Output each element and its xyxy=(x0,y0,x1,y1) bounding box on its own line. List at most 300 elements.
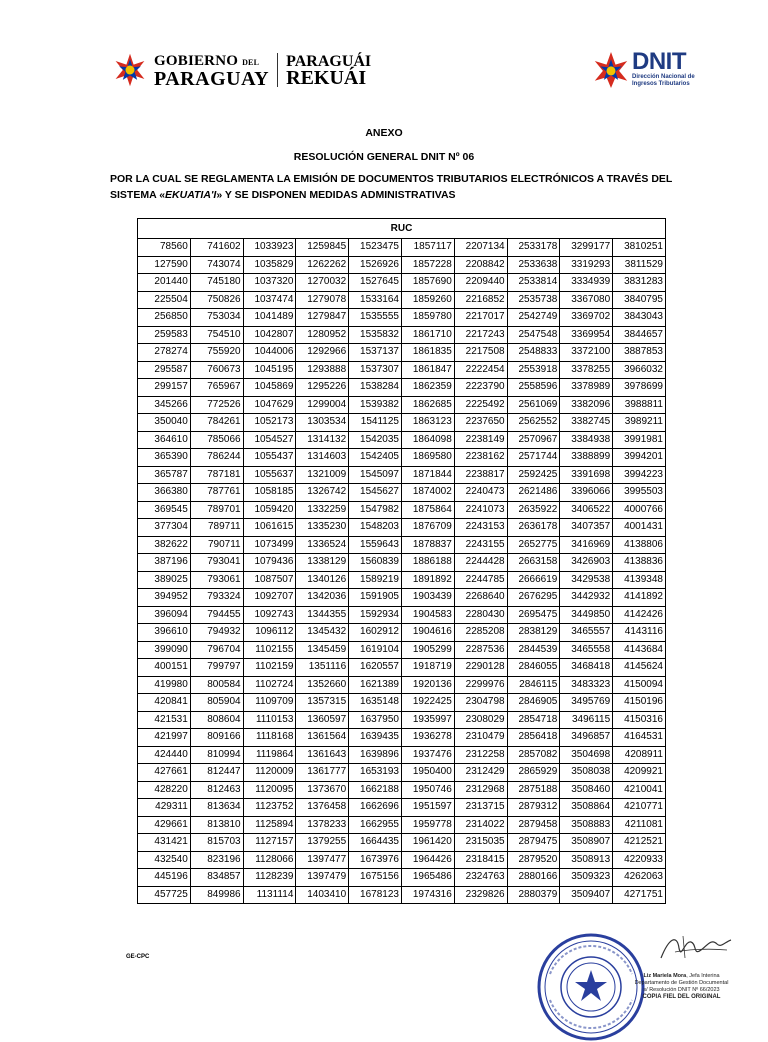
ruc-cell: 2548833 xyxy=(507,344,560,362)
ruc-cell: 810994 xyxy=(190,746,243,764)
table-row xyxy=(138,239,666,257)
ruc-cell: 3844657 xyxy=(613,326,666,344)
table-row xyxy=(138,571,666,589)
table-row xyxy=(138,851,666,869)
ruc-cell: 1314603 xyxy=(296,449,349,467)
ruc-cell: 790711 xyxy=(190,536,243,554)
table-row xyxy=(138,414,666,432)
ruc-cell: 4220933 xyxy=(613,851,666,869)
ruc-cell: 796704 xyxy=(190,641,243,659)
ruc-cell: 2237650 xyxy=(454,414,507,432)
ruc-cell: 1361777 xyxy=(296,764,349,782)
ruc-cell: 1548203 xyxy=(349,519,402,537)
ruc-cell: 2547548 xyxy=(507,326,560,344)
ruc-cell: 3378989 xyxy=(560,379,613,397)
ruc-cell: 421997 xyxy=(138,729,191,747)
ruc-cell: 849986 xyxy=(190,886,243,904)
ruc-cell: 1662696 xyxy=(349,799,402,817)
ruc-cell: 1959778 xyxy=(401,816,454,834)
ruc-cell: 1653193 xyxy=(349,764,402,782)
ruc-cell: 1560839 xyxy=(349,554,402,572)
ruc-cell: 755920 xyxy=(190,344,243,362)
ruc-cell: 1935997 xyxy=(401,711,454,729)
ruc-cell: 794932 xyxy=(190,624,243,642)
ruc-cell: 1045869 xyxy=(243,379,296,397)
ruc-cell: 1878837 xyxy=(401,536,454,554)
ruc-cell: 2238817 xyxy=(454,466,507,484)
ruc-cell: 1295226 xyxy=(296,379,349,397)
ruc-cell: 400151 xyxy=(138,659,191,677)
ruc-cell: 3843043 xyxy=(613,309,666,327)
ruc-cell: 2561069 xyxy=(507,396,560,414)
ruc-cell: 813634 xyxy=(190,799,243,817)
ruc-cell: 1664435 xyxy=(349,834,402,852)
ruc-cell: 3319293 xyxy=(560,256,613,274)
ruc-cell: 2312429 xyxy=(454,764,507,782)
ruc-cell: 396094 xyxy=(138,606,191,624)
ruc-cell: 1336524 xyxy=(296,536,349,554)
ruc-cell: 3378255 xyxy=(560,361,613,379)
ruc-cell: 345266 xyxy=(138,396,191,414)
ruc-cell: 1918719 xyxy=(401,659,454,677)
ruc-cell: 4150196 xyxy=(613,694,666,712)
ruc-cell: 743074 xyxy=(190,256,243,274)
ruc-cell: 1857228 xyxy=(401,256,454,274)
ruc-cell: 1073499 xyxy=(243,536,296,554)
ruc-cell: 2216852 xyxy=(454,291,507,309)
ruc-cell: 2533178 xyxy=(507,239,560,257)
ruc-cell: 1044006 xyxy=(243,344,296,362)
ruc-cell: 3508913 xyxy=(560,851,613,869)
ruc-cell: 2535738 xyxy=(507,291,560,309)
ruc-cell: 1535832 xyxy=(349,326,402,344)
ruc-cell: 2553918 xyxy=(507,361,560,379)
ruc-cell: 2308029 xyxy=(454,711,507,729)
ruc-cell: 1047629 xyxy=(243,396,296,414)
ruc-cell: 1379255 xyxy=(296,834,349,852)
ruc-cell: 750826 xyxy=(190,291,243,309)
ruc-cell: 394952 xyxy=(138,589,191,607)
ruc-cell: 1662188 xyxy=(349,781,402,799)
ruc-cell: 419980 xyxy=(138,676,191,694)
ruc-cell: 201440 xyxy=(138,274,191,292)
ruc-cell: 3426903 xyxy=(560,554,613,572)
ruc-cell: 2243155 xyxy=(454,536,507,554)
ruc-cell: 1118168 xyxy=(243,729,296,747)
ruc-cell: 1361564 xyxy=(296,729,349,747)
ruc-cell: 2562552 xyxy=(507,414,560,432)
ruc-cell: 812447 xyxy=(190,764,243,782)
ruc-cell: 1965486 xyxy=(401,869,454,887)
ruc-cell: 2571744 xyxy=(507,449,560,467)
ruc-cell: 1045195 xyxy=(243,361,296,379)
ruc-cell: 1673976 xyxy=(349,851,402,869)
ruc-cell: 1058185 xyxy=(243,484,296,502)
ruc-cell: 1397479 xyxy=(296,869,349,887)
ruc-cell: 1303534 xyxy=(296,414,349,432)
ruc-cell: 4212521 xyxy=(613,834,666,852)
table-row xyxy=(138,449,666,467)
ruc-cell: 1128066 xyxy=(243,851,296,869)
ruc-cell: 2315035 xyxy=(454,834,507,852)
ruc-cell: 1279847 xyxy=(296,309,349,327)
handwritten-signature xyxy=(655,928,735,968)
ruc-cell: 1864098 xyxy=(401,431,454,449)
ruc-cell: 3367080 xyxy=(560,291,613,309)
ruc-cell: 4150094 xyxy=(613,676,666,694)
ruc-cell: 815703 xyxy=(190,834,243,852)
ruc-cell: 427661 xyxy=(138,764,191,782)
ruc-cell: 1360597 xyxy=(296,711,349,729)
ruc-cell: 1041489 xyxy=(243,309,296,327)
ruc-cell: 127590 xyxy=(138,256,191,274)
table-row xyxy=(138,291,666,309)
ruc-cell: 3989211 xyxy=(613,414,666,432)
table-row xyxy=(138,764,666,782)
ruc-cell: 745180 xyxy=(190,274,243,292)
table-row xyxy=(138,729,666,747)
ruc-cell: 1635148 xyxy=(349,694,402,712)
ruc-cell: 1964426 xyxy=(401,851,454,869)
ruc-cell: 4143684 xyxy=(613,641,666,659)
ruc-cell: 793061 xyxy=(190,571,243,589)
ruc-cell: 2879475 xyxy=(507,834,560,852)
ruc-cell: 1096112 xyxy=(243,624,296,642)
ruc-cell: 2312968 xyxy=(454,781,507,799)
ruc-cell: 1862685 xyxy=(401,396,454,414)
ruc-cell: 3994201 xyxy=(613,449,666,467)
ruc-cell: 2880379 xyxy=(507,886,560,904)
ruc-cell: 1592934 xyxy=(349,606,402,624)
ruc-cell: 3299177 xyxy=(560,239,613,257)
table-row xyxy=(138,659,666,677)
ruc-cell: 1678123 xyxy=(349,886,402,904)
ruc-cell: 1542405 xyxy=(349,449,402,467)
ruc-cell: 754510 xyxy=(190,326,243,344)
ruc-cell: 1342036 xyxy=(296,589,349,607)
ruc-cell: 1542035 xyxy=(349,431,402,449)
ruc-cell: 377304 xyxy=(138,519,191,537)
dnit-star-icon xyxy=(593,50,629,90)
ruc-cell: 4145624 xyxy=(613,659,666,677)
ruc-cell: 3449850 xyxy=(560,606,613,624)
ruc-cell: 1541125 xyxy=(349,414,402,432)
table-row xyxy=(138,606,666,624)
ruc-cell: 787181 xyxy=(190,466,243,484)
ruc-cell: 1119864 xyxy=(243,746,296,764)
ruc-cell: 1861710 xyxy=(401,326,454,344)
ruc-cell: 364610 xyxy=(138,431,191,449)
ruc-cell: 789711 xyxy=(190,519,243,537)
ruc-cell: 789701 xyxy=(190,501,243,519)
table-row xyxy=(138,274,666,292)
ruc-cell: 2312258 xyxy=(454,746,507,764)
ruc-cell: 3429538 xyxy=(560,571,613,589)
ruc-cell: 3509323 xyxy=(560,869,613,887)
table-row xyxy=(138,694,666,712)
ruc-cell: 1920136 xyxy=(401,676,454,694)
ruc-cell: 2666619 xyxy=(507,571,560,589)
ruc-cell: 2314022 xyxy=(454,816,507,834)
ruc-cell: 3508038 xyxy=(560,764,613,782)
ruc-cell: 389025 xyxy=(138,571,191,589)
ruc-cell: 3407357 xyxy=(560,519,613,537)
ruc-cell: 1087507 xyxy=(243,571,296,589)
dnit-logo xyxy=(593,50,695,90)
ruc-cell: 3396066 xyxy=(560,484,613,502)
ruc-cell: 2285208 xyxy=(454,624,507,642)
ruc-cell: 2280430 xyxy=(454,606,507,624)
ruc-cell: 382622 xyxy=(138,536,191,554)
ruc-cell: 1545627 xyxy=(349,484,402,502)
ruc-cell: 1092707 xyxy=(243,589,296,607)
table-row xyxy=(138,711,666,729)
ruc-cell: 2533814 xyxy=(507,274,560,292)
ruc-cell: 794455 xyxy=(190,606,243,624)
ruc-table xyxy=(137,218,666,904)
ruc-cell: 1857690 xyxy=(401,274,454,292)
ruc-cell: 2880166 xyxy=(507,869,560,887)
ruc-cell: 432540 xyxy=(138,851,191,869)
ruc-cell: 1120095 xyxy=(243,781,296,799)
ruc-cell: 3442932 xyxy=(560,589,613,607)
ruc-cell: 2287536 xyxy=(454,641,507,659)
ruc-cell: 4211081 xyxy=(613,816,666,834)
dnit-subtitle-1: Dirección Nacional de xyxy=(632,74,695,80)
ruc-cell: 2217508 xyxy=(454,344,507,362)
ruc-cell: 2238149 xyxy=(454,431,507,449)
ruc-cell: 1061615 xyxy=(243,519,296,537)
ruc-cell: 4150316 xyxy=(613,711,666,729)
ruc-cell: 2879458 xyxy=(507,816,560,834)
ruc-cell: 1127157 xyxy=(243,834,296,852)
ruc-cell: 2879312 xyxy=(507,799,560,817)
ruc-cell: 4262063 xyxy=(613,869,666,887)
ruc-cell: 1559643 xyxy=(349,536,402,554)
ruc-cell: 4138806 xyxy=(613,536,666,554)
table-row xyxy=(138,834,666,852)
ruc-cell: 1102724 xyxy=(243,676,296,694)
ruc-cell: 1523475 xyxy=(349,239,402,257)
ruc-cell: 3465558 xyxy=(560,641,613,659)
footer-code: GE-CPC xyxy=(126,954,150,960)
ruc-cell: 2209440 xyxy=(454,274,507,292)
ruc-cell: 2592425 xyxy=(507,466,560,484)
ruc-cell: 3995503 xyxy=(613,484,666,502)
ruc-cell: 1351116 xyxy=(296,659,349,677)
ruc-cell: 812463 xyxy=(190,781,243,799)
ruc-cell: 2310479 xyxy=(454,729,507,747)
ruc-cell: 1338129 xyxy=(296,554,349,572)
table-row xyxy=(138,501,666,519)
ruc-cell: 4142426 xyxy=(613,606,666,624)
ruc-cell: 2846115 xyxy=(507,676,560,694)
ruc-cell: 3369702 xyxy=(560,309,613,327)
ruc-cell: 1950746 xyxy=(401,781,454,799)
ruc-cell: 2241073 xyxy=(454,501,507,519)
ruc-cell: 1905299 xyxy=(401,641,454,659)
ruc-cell: 3508864 xyxy=(560,799,613,817)
ruc-cell: 3468418 xyxy=(560,659,613,677)
ruc-cell: 420841 xyxy=(138,694,191,712)
table-row xyxy=(138,554,666,572)
ruc-cell: 1936278 xyxy=(401,729,454,747)
table-row xyxy=(138,309,666,327)
ruc-cell: 1591905 xyxy=(349,589,402,607)
ruc-cell: 4141892 xyxy=(613,589,666,607)
ruc-cell: 78560 xyxy=(138,239,191,257)
table-row xyxy=(138,781,666,799)
table-row xyxy=(138,886,666,904)
table-row xyxy=(138,431,666,449)
ruc-cell: 1871844 xyxy=(401,466,454,484)
ruc-cell: 2222454 xyxy=(454,361,507,379)
ruc-cell: 3810251 xyxy=(613,239,666,257)
ruc-cell: 1033923 xyxy=(243,239,296,257)
ruc-cell: 4271751 xyxy=(613,886,666,904)
ruc-cell: 765967 xyxy=(190,379,243,397)
table-row xyxy=(138,326,666,344)
signature-block: Liz Mariela Mora, Jefa Interina Departamento de Gestión Documental s/ Resolución DNIT Nº 66/2023 COPIA FIEL DEL ORIGINAL xyxy=(634,973,729,1000)
ruc-cell: 1621389 xyxy=(349,676,402,694)
ruc-cell: 1262262 xyxy=(296,256,349,274)
dnit-subtitle-2: Ingresos Tributarios xyxy=(632,81,690,87)
ruc-cell: 799797 xyxy=(190,659,243,677)
resolution-title: RESOLUCIÓN GENERAL DNIT Nº 06 xyxy=(293,151,475,163)
ruc-cell: 1876709 xyxy=(401,519,454,537)
ruc-cell: 1102155 xyxy=(243,641,296,659)
ruc-cell: 2856418 xyxy=(507,729,560,747)
ruc-cell: 1547982 xyxy=(349,501,402,519)
ruc-cell: 2635922 xyxy=(507,501,560,519)
ruc-cell: 2865929 xyxy=(507,764,560,782)
ruc-cell: 1042807 xyxy=(243,326,296,344)
table-row xyxy=(138,746,666,764)
ruc-cell: 1961420 xyxy=(401,834,454,852)
ruc-cell: 3887853 xyxy=(613,344,666,362)
government-name: GOBIERNO DEL PARAGUAY xyxy=(154,52,270,90)
ruc-cell: 365390 xyxy=(138,449,191,467)
table-row xyxy=(138,799,666,817)
ruc-cell: 2225492 xyxy=(454,396,507,414)
ruc-cell: 1055437 xyxy=(243,449,296,467)
ruc-cell: 399090 xyxy=(138,641,191,659)
ruc-cell: 396610 xyxy=(138,624,191,642)
ruc-cell: 1052173 xyxy=(243,414,296,432)
ruc-cell: 299157 xyxy=(138,379,191,397)
ruc-cell: 1079436 xyxy=(243,554,296,572)
ruc-cell: 3369954 xyxy=(560,326,613,344)
ruc-cell: 1059420 xyxy=(243,501,296,519)
ruc-cell: 431421 xyxy=(138,834,191,852)
table-row xyxy=(138,816,666,834)
ruc-cell: 2217017 xyxy=(454,309,507,327)
ruc-cell: 1891892 xyxy=(401,571,454,589)
ruc-cell: 1125894 xyxy=(243,816,296,834)
ruc-cell: 1361643 xyxy=(296,746,349,764)
ruc-cell: 4164531 xyxy=(613,729,666,747)
ruc-cell: 3504698 xyxy=(560,746,613,764)
ruc-cell: 3988811 xyxy=(613,396,666,414)
ruc-cell: 2857082 xyxy=(507,746,560,764)
ruc-cell: 1131114 xyxy=(243,886,296,904)
ruc-cell: 3384938 xyxy=(560,431,613,449)
resolution-subject: POR LA CUAL SE REGLAMENTA LA EMISIÓN DE DOCUMENTOS TRIBUTARIOS ELECTRÓNICOS A TRAVÉS DEL SISTEMA «EKUATIA'I» Y SE DISPONEN MEDIDAS ADMINISTRATIVAS xyxy=(110,173,673,201)
ruc-cell: 3391698 xyxy=(560,466,613,484)
dnit-wordmark: DNIT xyxy=(632,48,686,75)
ruc-table-body xyxy=(138,239,666,904)
table-row xyxy=(138,624,666,642)
ruc-cell: 2844539 xyxy=(507,641,560,659)
ruc-cell: 1527645 xyxy=(349,274,402,292)
ruc-cell: 429311 xyxy=(138,799,191,817)
ruc-cell: 2846905 xyxy=(507,694,560,712)
ruc-cell: 785066 xyxy=(190,431,243,449)
ruc-cell: 369545 xyxy=(138,501,191,519)
ruc-cell: 1293888 xyxy=(296,361,349,379)
ruc-cell: 1875864 xyxy=(401,501,454,519)
ruc-cell: 1314132 xyxy=(296,431,349,449)
ruc-cell: 1535555 xyxy=(349,309,402,327)
ruc-cell: 1344355 xyxy=(296,606,349,624)
ruc-cell: 2854718 xyxy=(507,711,560,729)
ruc-cell: 2313715 xyxy=(454,799,507,817)
ruc-cell: 428220 xyxy=(138,781,191,799)
ruc-cell: 1537137 xyxy=(349,344,402,362)
ruc-cell: 1102159 xyxy=(243,659,296,677)
ruc-cell: 1299004 xyxy=(296,396,349,414)
ruc-cell: 429661 xyxy=(138,816,191,834)
ruc-cell: 1869580 xyxy=(401,449,454,467)
ruc-cell: 2240473 xyxy=(454,484,507,502)
ruc-cell: 753034 xyxy=(190,309,243,327)
table-row xyxy=(138,676,666,694)
ruc-cell: 1861847 xyxy=(401,361,454,379)
ruc-cell: 809166 xyxy=(190,729,243,747)
ruc-cell: 2558596 xyxy=(507,379,560,397)
ruc-cell: 4209921 xyxy=(613,764,666,782)
ruc-cell: 1533164 xyxy=(349,291,402,309)
table-row xyxy=(138,484,666,502)
ruc-cell: 1340126 xyxy=(296,571,349,589)
ruc-cell: 1904616 xyxy=(401,624,454,642)
ruc-cell: 2676295 xyxy=(507,589,560,607)
ruc-cell: 2879520 xyxy=(507,851,560,869)
ruc-cell: 1397477 xyxy=(296,851,349,869)
ruc-cell: 1637950 xyxy=(349,711,402,729)
ruc-cell: 1863123 xyxy=(401,414,454,432)
ruc-cell: 1376458 xyxy=(296,799,349,817)
ruc-cell: 1128239 xyxy=(243,869,296,887)
ruc-cell: 1352660 xyxy=(296,676,349,694)
ruc-cell: 787761 xyxy=(190,484,243,502)
ruc-cell: 225504 xyxy=(138,291,191,309)
ruc-cell: 259583 xyxy=(138,326,191,344)
ruc-cell: 3508883 xyxy=(560,816,613,834)
ruc-cell: 2875188 xyxy=(507,781,560,799)
ruc-cell: 457725 xyxy=(138,886,191,904)
ruc-cell: 793041 xyxy=(190,554,243,572)
ruc-cell: 3509407 xyxy=(560,886,613,904)
ruc-cell: 3978699 xyxy=(613,379,666,397)
table-row xyxy=(138,641,666,659)
ruc-cell: 1326742 xyxy=(296,484,349,502)
ruc-cell: 1332259 xyxy=(296,501,349,519)
ruc-cell: 2533638 xyxy=(507,256,560,274)
ruc-cell: 2652775 xyxy=(507,536,560,554)
ruc-cell: 1922425 xyxy=(401,694,454,712)
ruc-cell: 805904 xyxy=(190,694,243,712)
